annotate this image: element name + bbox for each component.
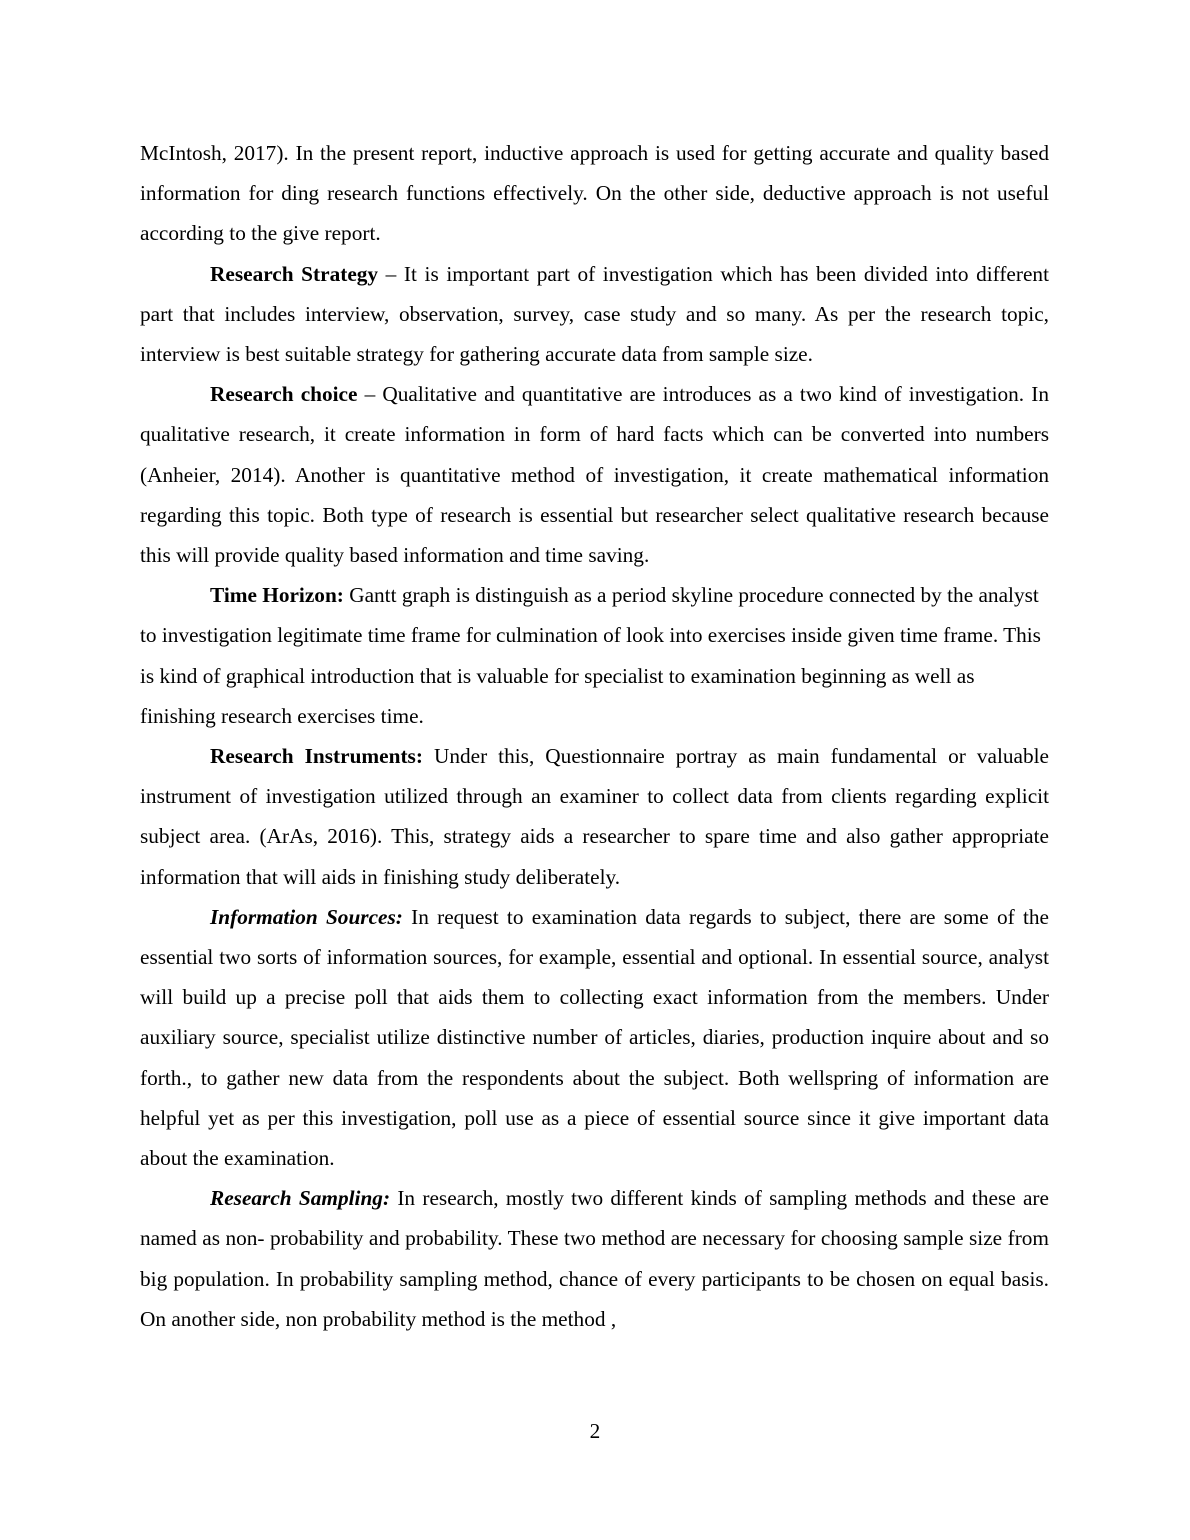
research-instruments-text: Under this, Questionnaire portray as main fundamental or valuable instrument of investigation utilized through an examiner to collect data from clients regarding explicit subject area. (ArAs, 2016). This, strategy aids a researcher to spare time and also gather appropriate information that will aids in finishing study deliberately. — [140, 744, 1049, 889]
research-strategy-text: – It is important part of investigation which has been divided into different part that includes interview, observation, survey, case study and so many. As per the research topic, interview is best suitable strategy for gathering accurate data from sample size. — [140, 261, 1049, 367]
research-choice-text: – Qualitative and quantitative are introduces as a two kind of investigation. In qualitative research, it create information in form of hard facts which can be converted into numbers (Anheier, 2014). Another is quantitative method of investigation, it create mathematical information regarding this topic. Both type of research is essential but researcher select qualitative research because this will provide quality based information and time saving. — [140, 382, 1049, 568]
research-sampling-heading: Research Sampling: — [210, 1186, 391, 1211]
paragraph-information-sources — [140, 897, 1049, 1178]
time-horizon-text: Gantt graph is distinguish as a period skyline procedure connected by the analyst to investigation legitimate time frame for culmination of look into exercises inside given time frame. This is kind of graphical introduction that is valuable for specialist to examination beginning as well as finishing research exercises time. — [140, 583, 1041, 728]
page-number: 2 — [589, 1419, 601, 1443]
information-sources-text: In request to examination data regards to subject, there are some of the essential two sorts of information sources, for example, essential and optional. In essential source, analyst will build up a precise poll that aids them to collecting exact information from the members. Under auxiliary source, specialist utilize distinctive number of articles, diaries, production inquire about and so forth., to gather new data from the respondents about the subject. Both wellspring of information are helpful yet as per this investigation, poll use as a piece of essential source since it give important data about the examination. — [140, 904, 1049, 1171]
paragraph-research-instruments — [140, 736, 1049, 897]
paragraph-intro — [140, 133, 1049, 254]
paragraph-research-choice — [140, 374, 1049, 575]
paragraph-research-strategy — [140, 254, 1049, 375]
research-strategy-heading: Research Strategy — [210, 261, 379, 286]
information-sources-heading: Information Sources: — [210, 904, 403, 929]
research-sampling-text: In research, mostly two different kinds of sampling methods and these are named as non- probability and probability. These two method are necessary for choosing sample size from big population. In probability sampling method, chance of every participants to be chosen on equal basis. On another side, non probability method is the method , — [140, 1186, 1049, 1331]
paragraph-intro-text: McIntosh, 2017). In the present report, inductive approach is used for getting accurate and quality based information for ding research functions effectively. On the other side, deductive approach is not useful according to the give report. — [140, 141, 1049, 246]
research-choice-heading: Research choice — [210, 382, 358, 407]
page-body — [140, 133, 1049, 1339]
time-horizon-heading: Time Horizon: — [210, 583, 344, 608]
paragraph-time-horizon — [140, 575, 1049, 736]
research-instruments-heading: Research Instruments: — [210, 744, 423, 769]
paragraph-research-sampling — [140, 1178, 1049, 1339]
